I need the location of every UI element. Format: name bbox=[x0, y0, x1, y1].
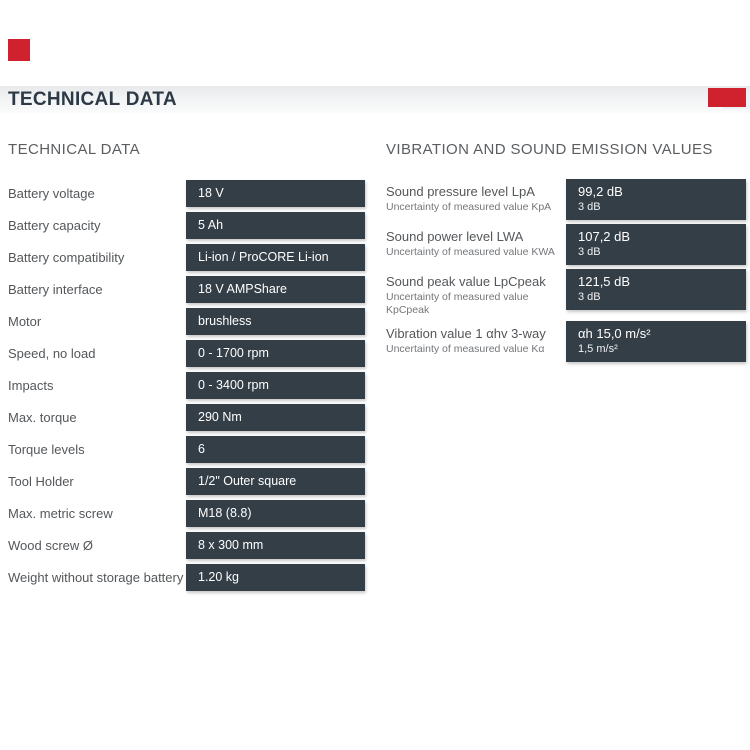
table-row bbox=[8, 436, 365, 463]
table-row bbox=[386, 269, 746, 317]
uncertainty-label: Uncertainty of measured value KpCpeak bbox=[386, 291, 529, 316]
table-row bbox=[8, 372, 365, 399]
measure-value: 121,5 dB bbox=[578, 274, 631, 289]
spec-value-box: 18 V bbox=[186, 180, 365, 207]
uncertainty-label: Uncertainty of measured value Kα bbox=[386, 343, 545, 355]
spec-value-box: 290 Nm bbox=[186, 404, 365, 431]
measure-label-block bbox=[386, 179, 566, 214]
table-row bbox=[386, 321, 746, 362]
measure-value: 107,2 dB bbox=[578, 229, 631, 244]
table-row bbox=[386, 179, 746, 220]
measure-label: Sound power level LWA bbox=[386, 229, 524, 244]
spec-label: Battery voltage bbox=[8, 186, 95, 201]
spec-value-box: Li-ion / ProCORE Li-ion bbox=[186, 244, 365, 271]
page-title: TECHNICAL DATA bbox=[8, 89, 177, 110]
spec-value-box: 5 Ah bbox=[186, 212, 365, 239]
spec-value-box: 1.20 kg bbox=[186, 564, 365, 591]
spec-value-box: 18 V AMPShare bbox=[186, 276, 365, 303]
table-row bbox=[8, 500, 365, 527]
measure-label-block bbox=[386, 269, 566, 317]
table-row bbox=[8, 276, 365, 303]
table-row bbox=[8, 308, 365, 335]
brand-red-marker bbox=[8, 39, 30, 61]
spec-value-box: brushless bbox=[186, 308, 365, 335]
spec-label: Max. torque bbox=[8, 410, 77, 425]
measure-value-box bbox=[566, 224, 746, 265]
measure-label-block bbox=[386, 321, 566, 356]
spec-label: Impacts bbox=[8, 378, 54, 393]
measure-value: 99,2 dB bbox=[578, 184, 623, 199]
vibration-sound-table bbox=[386, 179, 746, 366]
table-row bbox=[8, 212, 365, 239]
table-row bbox=[8, 404, 365, 431]
table-row bbox=[8, 180, 365, 207]
spec-label: Motor bbox=[8, 314, 42, 329]
spec-label: Battery compatibility bbox=[8, 250, 125, 265]
spec-value-box: 0 - 1700 rpm bbox=[186, 340, 365, 367]
uncertainty-value: 3 dB bbox=[578, 201, 601, 213]
spec-value-box: M18 (8.8) bbox=[186, 500, 365, 527]
uncertainty-value: 1,5 m/s² bbox=[578, 343, 618, 355]
uncertainty-label: Uncertainty of measured value KWA bbox=[386, 246, 555, 258]
table-row bbox=[8, 340, 365, 367]
spec-label: Wood screw Ø bbox=[8, 538, 94, 553]
spec-label: Max. metric screw bbox=[8, 506, 113, 521]
spec-value-box: 6 bbox=[186, 436, 365, 463]
uncertainty-value: 3 dB bbox=[578, 291, 601, 303]
measure-label-block bbox=[386, 224, 566, 259]
spec-label: Torque levels bbox=[8, 442, 85, 457]
uncertainty-label: Uncertainty of measured value KpA bbox=[386, 201, 552, 213]
table-row bbox=[8, 564, 365, 591]
table-row bbox=[386, 224, 746, 265]
measure-value: αh 15,0 m/s² bbox=[578, 326, 651, 341]
uncertainty-value: 3 dB bbox=[578, 246, 601, 258]
spec-label: Weight without storage battery bbox=[8, 570, 184, 585]
measure-value-box bbox=[566, 269, 746, 310]
spec-label: Battery interface bbox=[8, 282, 103, 297]
table-row bbox=[8, 532, 365, 559]
spec-label: Speed, no load bbox=[8, 346, 96, 361]
spec-value-box: 0 - 3400 rpm bbox=[186, 372, 365, 399]
spec-label: Battery capacity bbox=[8, 218, 101, 233]
vibration-sound-heading: VIBRATION AND SOUND EMISSION VALUES bbox=[386, 141, 713, 158]
spec-value-box: 1/2" Outer square bbox=[186, 468, 365, 495]
measure-label: Sound peak value LpCpeak bbox=[386, 274, 546, 289]
measure-value-box bbox=[566, 321, 746, 362]
measure-label: Vibration value 1 αhv 3-way bbox=[386, 326, 546, 341]
spec-value-box: 8 x 300 mm bbox=[186, 532, 365, 559]
measure-value-box bbox=[566, 179, 746, 220]
technical-data-heading: TECHNICAL DATA bbox=[8, 141, 141, 158]
spec-label: Tool Holder bbox=[8, 474, 74, 489]
measure-label: Sound pressure level LpA bbox=[386, 184, 535, 199]
section-toggle-button[interactable] bbox=[708, 88, 746, 107]
technical-data-table bbox=[8, 180, 365, 596]
table-row bbox=[8, 468, 365, 495]
table-row bbox=[8, 244, 365, 271]
